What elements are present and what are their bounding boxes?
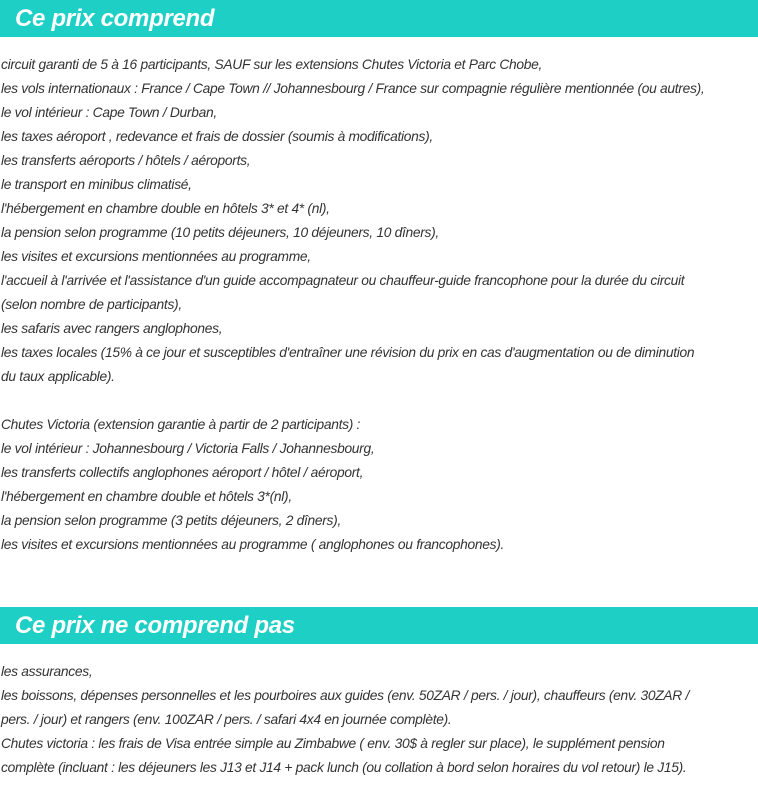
includes-list [1,53,758,557]
includes-header [0,0,758,37]
includes-line: Chutes Victoria (extension garantie à partir de 2 participants) : [1,417,361,432]
includes-line: la pension selon programme (10 petits déjeuners, 10 déjeuners, 10 dîners), [1,225,439,240]
includes-line: l'hébergement en chambre double et hôtels 3*(nl), [1,489,292,504]
includes-line: les visites et excursions mentionnées au programme ( anglophones ou francophones). [1,537,505,552]
includes-line: la pension selon programme (3 petits déjeuners, 2 dîners), [1,513,341,528]
excludes-line: Chutes victoria : les frais de Visa entrée simple au Zimbabwe ( env. 30$ à regler sur place), le supplément pension [1,736,665,751]
includes-line: les visites et excursions mentionnées au programme, [1,249,311,264]
excludes-line: pers. / jour) et rangers (env. 100ZAR / pers. / safari 4x4 en journée complète). [1,712,452,727]
includes-line: (selon nombre de participants), [1,297,182,312]
includes-title: Ce prix comprend [15,5,215,32]
includes-line: les transferts aéroports / hôtels / aéroports, [1,153,251,168]
includes-line: du taux applicable). [1,369,115,384]
excludes-title: Ce prix ne comprend pas [15,612,295,639]
excludes-line: les assurances, [1,664,93,679]
includes-line: le vol intérieur : Cape Town / Durban, [1,105,217,120]
excludes-line: les boissons, dépenses personnelles et les pourboires aux guides (env. 50ZAR / pers. / jour), chauffeurs (env. 30ZAR / [1,688,690,703]
includes-line: les safaris avec rangers anglophones, [1,321,223,336]
excludes-header [0,607,758,644]
includes-line: les transferts collectifs anglophones aéroport / hôtel / aéroport, [1,465,364,480]
includes-line: le transport en minibus climatisé, [1,177,192,192]
excludes-line: complète (incluant : les déjeuners les J13 et J14 + pack lunch (ou collation à bord selon horaires du vol retour) le J15). [1,760,687,775]
includes-line: les vols internationaux : France / Cape Town // Johannesbourg / France sur compagnie régulière mentionnée (ou autres), [1,81,705,96]
includes-line: l'hébergement en chambre double en hôtels 3* et 4* (nl), [1,201,330,216]
includes-line [1,389,758,413]
includes-line: l'accueil à l'arrivée et l'assistance d'un guide accompagnateur ou chauffeur-guide francophone pour la durée du circuit [1,273,685,288]
excludes-list [1,660,758,780]
includes-line: circuit garanti de 5 à 16 participants, SAUF sur les extensions Chutes Victoria et Parc Chobe, [1,57,543,72]
includes-line: le vol intérieur : Johannesbourg / Victoria Falls / Johannesbourg, [1,441,375,456]
includes-line: les taxes locales (15% à ce jour et susceptibles d'entraîner une révision du prix en cas d'augmentation ou de diminution [1,345,695,360]
includes-line: les taxes aéroport , redevance et frais de dossier (soumis à modifications), [1,129,433,144]
